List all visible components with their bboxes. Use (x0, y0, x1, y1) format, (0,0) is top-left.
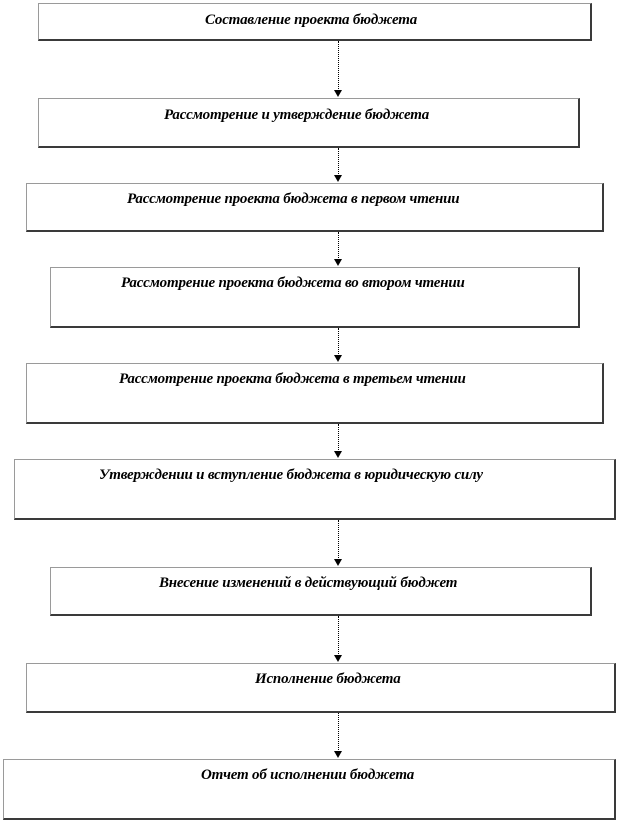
flow-arrow-2 (334, 148, 343, 182)
flow-arrow-3 (334, 232, 343, 266)
step-box-1 (38, 3, 592, 41)
arrow-head-icon (334, 655, 342, 662)
flow-arrow-shaft-6 (338, 520, 339, 560)
step-box-4 (50, 267, 580, 328)
step-box-8 (26, 663, 616, 713)
step-label-4: Рассмотрение проекта бюджета во втором чтении (121, 275, 465, 291)
arrow-head-icon (334, 559, 342, 566)
arrow-head-icon (334, 90, 342, 97)
arrow-head-icon (334, 175, 342, 182)
step-label-3: Рассмотрение проекта бюджета в первом чтении (127, 191, 460, 207)
step-label-6: Утверждении и вступление бюджета в юридическую силу (99, 467, 483, 483)
arrow-head-icon (334, 355, 342, 362)
arrow-head-icon (334, 259, 342, 266)
step-label-8: Исполнение бюджета (255, 671, 401, 687)
flow-arrow-shaft-2 (338, 148, 339, 176)
flow-arrow-8 (334, 713, 343, 758)
flow-arrow-1 (334, 41, 343, 97)
arrow-head-icon (334, 451, 342, 458)
step-box-2 (38, 98, 580, 148)
flow-arrow-shaft-5 (338, 424, 339, 452)
step-box-9 (3, 759, 616, 820)
flow-arrow-6 (334, 520, 343, 566)
step-box-5 (26, 363, 604, 424)
step-label-9: Отчет об исполнении бюджета (201, 767, 415, 783)
step-label-7: Внесение изменений в действующий бюджет (159, 575, 458, 591)
flow-arrow-shaft-3 (338, 232, 339, 260)
flow-arrow-7 (334, 616, 343, 662)
step-label-2: Рассмотрение и утверждение бюджета (164, 107, 430, 123)
flow-arrow-5 (334, 424, 343, 458)
step-box-3 (26, 183, 604, 232)
arrow-head-icon (334, 751, 342, 758)
flow-arrow-shaft-1 (338, 41, 339, 91)
step-label-5: Рассмотрение проекта бюджета в третьем чтении (119, 371, 466, 387)
flow-arrow-shaft-8 (338, 713, 339, 752)
step-box-6 (14, 459, 616, 520)
flow-arrow-shaft-7 (338, 616, 339, 656)
step-box-7 (50, 567, 592, 616)
step-label-1: Составление проекта бюджета (205, 12, 418, 28)
flow-arrow-4 (334, 328, 343, 362)
flow-arrow-shaft-4 (338, 328, 339, 356)
